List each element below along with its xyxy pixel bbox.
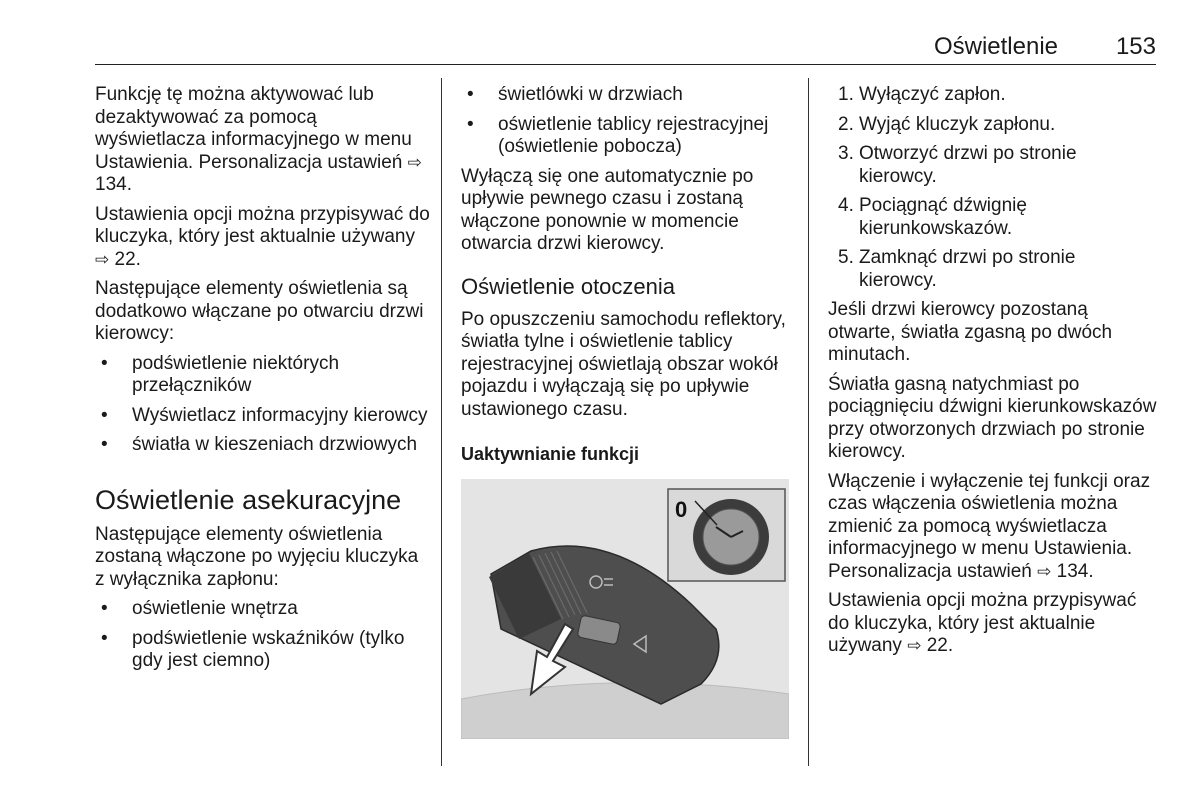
page-number: 153 bbox=[1115, 33, 1156, 60]
paragraph: Następujące elementy oświetlenia są dodatkowo włączane po otwarciu drzwi kierowcy: bbox=[95, 278, 424, 344]
page-title: Oświetlenie bbox=[933, 33, 1058, 60]
list-item: 5. Zamknąć drzwi po stronie kierowcy. bbox=[838, 247, 1076, 291]
bullet-list bbox=[95, 353, 430, 457]
paragraph: Następujące elementy oświetlenia zostaną włączone po wyjęciu kluczyka z wyłącznika zapłonu: bbox=[95, 523, 419, 590]
paragraph: Ustawienia opcji można przypisywać do kluczyka, który jest aktualnie używany ⇨ 22. bbox=[828, 590, 1137, 656]
paragraph: Jeśli drzwi kierowcy pozostaną otwarte, światła zgasną po dwóch minutach. bbox=[828, 299, 1113, 365]
paragraph: Wyłączą się one automatycznie po upływie pewnego czasu i zostaną włączone ponownie w momencie otwarcia drzwi kierowcy. bbox=[461, 165, 754, 254]
page-ref-arrow-icon: ⇨ bbox=[1037, 561, 1052, 581]
bullet-icon: • bbox=[101, 352, 108, 374]
bullet-icon: • bbox=[467, 113, 474, 135]
page-header bbox=[95, 30, 1156, 65]
page-ref-arrow-icon: ⇨ bbox=[907, 636, 922, 655]
column-2 bbox=[461, 84, 791, 739]
section-heading: Oświetlenie otoczenia bbox=[461, 273, 676, 299]
list-item: • świetlówki w drzwiach bbox=[467, 84, 683, 105]
list-item: • podświetlenie niektórych przełączników bbox=[101, 352, 340, 396]
column-divider-1 bbox=[441, 78, 442, 766]
page-ref: 134. bbox=[1056, 560, 1094, 582]
paragraph: Światła gasną natychmiast po pociągnięciu dźwigni kierunkowskazów przy otworzonych drzwiach po stronie kierowcy. bbox=[828, 373, 1157, 462]
list-item: • oświetlenie wnętrza bbox=[101, 598, 298, 619]
bullet-icon: • bbox=[101, 598, 108, 619]
list-item: 4. Pociągnąć dźwignię kierunkowskazów. bbox=[838, 195, 1027, 239]
list-item: 2. Wyjąć kluczyk zapłonu. bbox=[838, 113, 1056, 135]
paragraph: Ustawienia opcji można przypisywać do kluczyka, który jest aktualnie używany ⇨ 22. bbox=[95, 203, 430, 270]
list-item: • światła w kieszeniach drzwiowych bbox=[101, 434, 418, 455]
paragraph: Włączenie i wyłączenie tej funkcji oraz czas włączenia oświetlenia można zmienić za pomocą wyświetlacza informacyjnego w menu Ustawienia. Personalizacja ustawień ⇨ 134. bbox=[828, 470, 1151, 582]
column-3 bbox=[828, 84, 1158, 665]
bullet-list bbox=[461, 84, 791, 159]
column-1 bbox=[95, 84, 430, 680]
page-ref: 134. bbox=[95, 174, 132, 195]
list-item: 1. Wyłączyć zapłon. bbox=[838, 84, 1006, 105]
numbered-list bbox=[828, 84, 1158, 292]
bullet-icon: • bbox=[101, 434, 108, 455]
page-ref: 22. bbox=[114, 248, 141, 270]
bullet-icon: • bbox=[101, 627, 108, 649]
paragraph: Funkcję tę można aktywować lub dezaktywować za pomocą wyświetlacza informacyjnego w menu Ustawienia. Personalizacja ustawień ⇨ 134. bbox=[95, 84, 422, 195]
section-heading: Oświetlenie asekuracyjne bbox=[95, 484, 402, 515]
lever-illustration bbox=[461, 479, 789, 739]
page-ref-arrow-icon: ⇨ bbox=[95, 249, 110, 269]
list-item: • Wyświetlacz informacyjny kierowcy bbox=[101, 404, 428, 426]
figure-label: 0 bbox=[675, 497, 688, 522]
list-item: • oświetlenie tablicy rejestracyjnej (oświetlenie pobocza) bbox=[467, 113, 769, 157]
bullet-icon: • bbox=[467, 84, 474, 105]
column-divider-2 bbox=[808, 78, 809, 766]
subsection-heading: Uaktywnianie funkcji bbox=[461, 444, 640, 464]
list-item: 3. Otworzyć drzwi po stronie kierowcy. bbox=[838, 143, 1077, 187]
page-ref: 22. bbox=[926, 635, 954, 656]
list-item: • podświetlenie wskaźników (tylko gdy jest ciemno) bbox=[101, 627, 405, 671]
bullet-icon: • bbox=[101, 404, 108, 426]
paragraph: Po opuszczeniu samochodu reflektory, światła tylne i oświetlenie tablicy rejestracyjnej oświetlają obszar wokół pojazdu i wyłączają się po upływie ustawionego czasu. bbox=[461, 308, 786, 420]
page-ref-arrow-icon: ⇨ bbox=[407, 152, 422, 172]
bullet-list bbox=[95, 598, 430, 673]
turn-signal-lever-figure bbox=[461, 479, 789, 739]
